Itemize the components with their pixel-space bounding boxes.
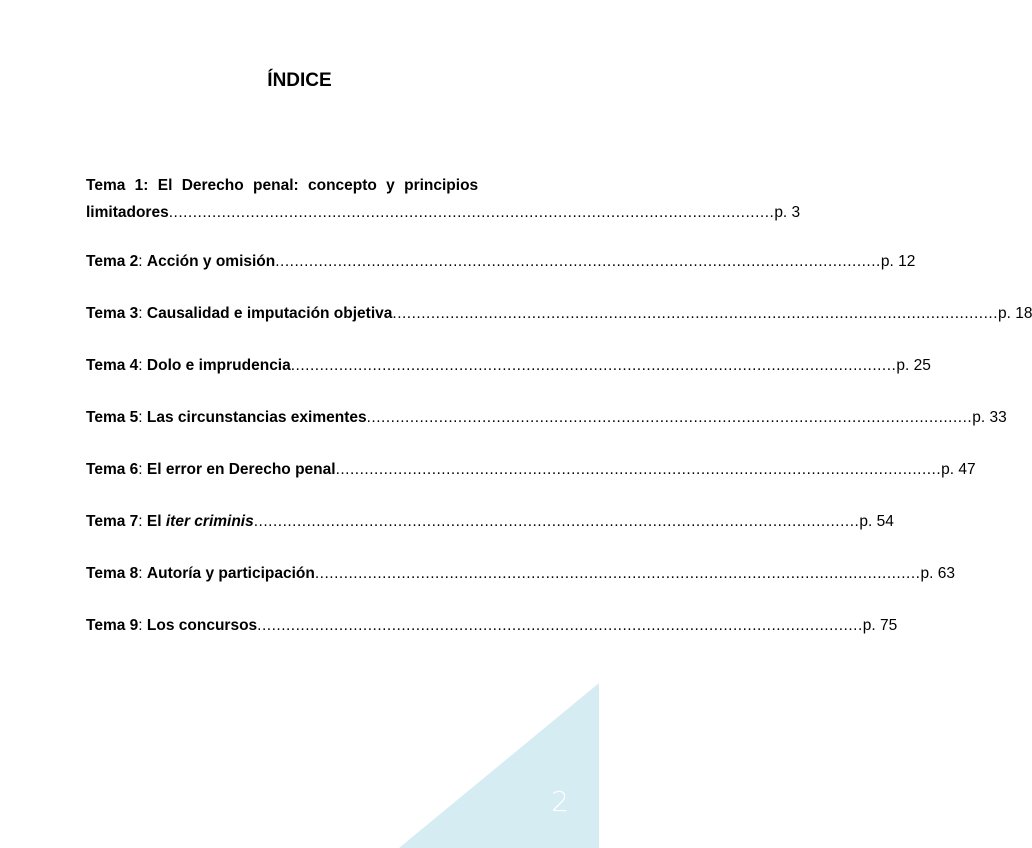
toc-entry-page: p. 63 bbox=[920, 565, 955, 582]
corner-triangle bbox=[399, 683, 599, 848]
toc-entry-label: Tema 5 bbox=[86, 409, 139, 426]
toc-entry-page: p. 33 bbox=[972, 409, 1007, 426]
dot-leader: .............................................................................................................................. bbox=[253, 513, 860, 530]
page-number: 2 bbox=[551, 785, 569, 818]
toc-entry-3[interactable] bbox=[86, 300, 1032, 327]
dot-leader: .............................................................................................................................. bbox=[257, 617, 863, 634]
toc-entry-separator: : bbox=[138, 617, 147, 634]
toc-entry-separator: : bbox=[138, 305, 147, 322]
toc-entry-title-prefix: El bbox=[146, 513, 166, 530]
toc-entry-title bbox=[147, 508, 254, 535]
toc-entry-page: p. 18 bbox=[998, 305, 1032, 322]
toc-entry-9[interactable] bbox=[86, 612, 898, 639]
dot-leader: .............................................................................................................................. bbox=[335, 461, 942, 478]
toc-entry-title: Autoría y participación bbox=[146, 565, 315, 582]
toc-entry-separator: : bbox=[138, 565, 147, 582]
toc-entry-title: Los concursos bbox=[146, 617, 258, 634]
toc-entry-label: Tema 4 bbox=[86, 357, 139, 374]
toc-entry-page: p. 54 bbox=[859, 513, 894, 530]
toc-entry-label: Tema 2 bbox=[86, 253, 139, 270]
toc-entry-separator: : bbox=[138, 513, 147, 530]
toc-entry-page: p. 47 bbox=[941, 461, 976, 478]
corner-triangle-decoration bbox=[399, 683, 599, 848]
dot-leader: .............................................................................................................................. bbox=[366, 409, 973, 426]
dot-leader: .............................................................................................................................. bbox=[275, 253, 881, 270]
toc-entry-title: Dolo e imprudencia bbox=[146, 357, 291, 374]
toc-entry-separator: : bbox=[138, 253, 147, 270]
toc-entry-title: El Derecho penal: concepto y principios bbox=[157, 177, 479, 194]
toc-entry-1[interactable] bbox=[86, 172, 801, 226]
toc-entry-label: Tema 8 bbox=[86, 565, 139, 582]
toc-entry-separator: : bbox=[138, 461, 147, 478]
toc-entry-6[interactable] bbox=[86, 456, 976, 483]
dot-leader: .............................................................................................................................. bbox=[290, 357, 897, 374]
toc-entry-label: Tema 7 bbox=[86, 513, 139, 530]
toc-entry-title: Las circunstancias eximentes bbox=[146, 409, 367, 426]
toc-entry-separator: : bbox=[143, 177, 158, 194]
toc-entry-title: Acción y omisión bbox=[146, 253, 276, 270]
toc-entry-2[interactable] bbox=[86, 248, 916, 275]
toc-entry-title: El error en Derecho penal bbox=[146, 461, 336, 478]
toc-entry-page: p. 12 bbox=[880, 253, 916, 270]
dot-leader: .............................................................................................................................. bbox=[168, 204, 775, 221]
toc-entry-label: Tema 6 bbox=[86, 461, 139, 478]
toc-entry-title: Causalidad e imputación objetiva bbox=[146, 305, 393, 322]
toc-entry-label: Tema 3 bbox=[86, 305, 139, 322]
dot-leader: .............................................................................................................................. bbox=[314, 565, 921, 582]
toc-entry-8[interactable] bbox=[86, 560, 955, 587]
dot-leader: .............................................................................................................................. bbox=[392, 305, 998, 322]
toc-entry-page: p. 75 bbox=[862, 617, 898, 634]
toc-entry-title-italic: iter criminis bbox=[165, 513, 254, 530]
toc-entry-title-continued: limitadores bbox=[86, 204, 169, 221]
toc-entry-separator: : bbox=[138, 357, 147, 374]
page-title: ÍNDICE bbox=[267, 70, 332, 91]
toc-entry-5[interactable] bbox=[86, 404, 1007, 431]
toc-entry-4[interactable] bbox=[86, 352, 931, 379]
toc-entry-label: Tema 9 bbox=[86, 617, 139, 634]
toc-entry-page: p. 3 bbox=[774, 204, 801, 221]
toc-entry-7[interactable] bbox=[86, 508, 894, 535]
toc-entry-label: Tema 1 bbox=[86, 177, 144, 194]
toc-entry-separator: : bbox=[138, 409, 147, 426]
toc-entry-page: p. 25 bbox=[896, 357, 931, 374]
